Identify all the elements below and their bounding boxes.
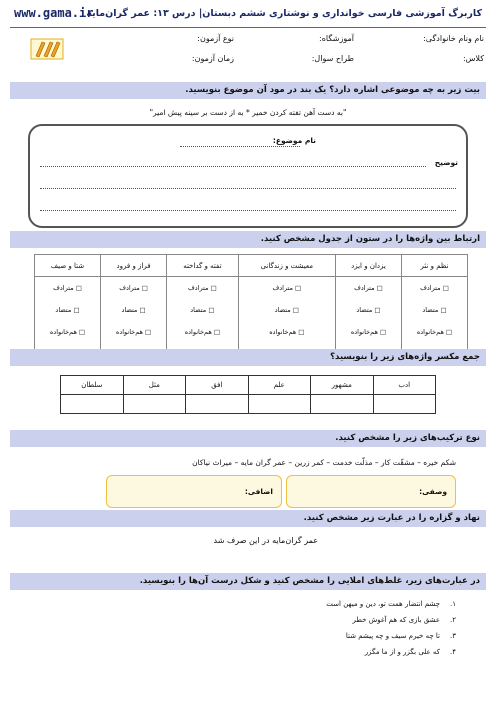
checkbox-option[interactable]: □ هم‌خانواده xyxy=(49,328,86,336)
checkbox-option[interactable]: □ متضاد xyxy=(274,306,299,314)
section-1-header xyxy=(10,82,486,99)
answer-cell[interactable] xyxy=(373,395,435,414)
exam-type-label: نوع آزمون: xyxy=(197,34,234,43)
section-1-title: بیت زیر به چه موضوعی اشاره دارد؟ یک بند در مود آن موضوع بنویسید. xyxy=(185,85,480,95)
word-cell: ادب xyxy=(373,376,435,395)
topic-label: نام موضوع: xyxy=(272,136,316,145)
page-title: کاربرگ آموزشی فارسی خوانداری و نوشتاری ششم دبستان| درس ۱۳: عمر گران‌مایه xyxy=(86,8,482,19)
sentence-text: عمر گران‌مایه در این صرف شد xyxy=(213,536,318,545)
relation-header: فراز و فرود xyxy=(101,255,167,277)
relation-header: یزدان و ایزد xyxy=(335,255,401,277)
checkbox-option[interactable]: □ هم‌خانواده xyxy=(350,328,387,336)
checkbox-option[interactable]: □ مترادف xyxy=(119,284,148,292)
word-cell: سلطان xyxy=(61,376,124,395)
checkbox-option[interactable]: □ هم‌خانواده xyxy=(416,328,453,336)
word-cell: علم xyxy=(248,376,310,395)
checkbox-option[interactable]: □ مترادف xyxy=(188,284,217,292)
list-item: ۲.عشق بازی که هم آغوش خطر xyxy=(352,616,456,624)
answer-cell[interactable] xyxy=(248,395,310,414)
checkbox-option[interactable]: □ متضاد xyxy=(190,306,215,314)
poem-quote: "به دست آهن تفته کردن خمیر * به از دست بر سینه پیش امیر" xyxy=(149,108,347,117)
section-5-header xyxy=(10,510,486,527)
wasfi-answer-box[interactable] xyxy=(286,475,456,508)
answer-cell[interactable] xyxy=(311,395,373,414)
section-3-header xyxy=(10,349,486,366)
answer-line[interactable] xyxy=(40,188,456,189)
checkbox-option[interactable]: □ مترادف xyxy=(354,284,383,292)
wasfi-label: وصفی: xyxy=(419,487,447,496)
relation-header: نظم و نثر xyxy=(401,255,467,277)
section-5-title: نهاد و گزاره را در عبارت زیر مشخص کنید. xyxy=(303,513,480,523)
section-6-header xyxy=(10,573,486,590)
ezafi-label: اضافی: xyxy=(244,487,273,496)
checkbox-option[interactable]: □ متضاد xyxy=(121,306,146,314)
name-label: نام ونام خانوادگی: xyxy=(423,34,484,43)
checkbox-option[interactable]: □ مترادف xyxy=(53,284,82,292)
list-item: ۱.چشم انتضار همت تو، دین و میهن است xyxy=(326,600,456,608)
answer-cell[interactable] xyxy=(186,395,248,414)
exam-time-label: زمان آزمون: xyxy=(191,54,234,63)
checkbox-option[interactable]: □ هم‌خانواده xyxy=(115,328,152,336)
section-4-header xyxy=(10,430,486,447)
answer-cell[interactable] xyxy=(61,395,124,414)
site-url: www.gama.ir xyxy=(14,6,94,20)
checkbox-option[interactable]: □ هم‌خانواده xyxy=(269,328,305,336)
pencils-logo xyxy=(30,38,64,60)
word-cell: مشهور xyxy=(311,376,373,395)
ezafi-answer-box[interactable] xyxy=(106,475,282,508)
relation-header: معیشت و زندگانی xyxy=(238,255,335,277)
relation-header: شتا و صیف xyxy=(35,255,101,277)
student-info xyxy=(80,34,484,74)
checkbox-option[interactable]: □ مترادف xyxy=(272,284,302,292)
section-3-title: جمع مکسر واژه‌های زیر را بنویسید؟ xyxy=(330,352,480,362)
essay-box[interactable] xyxy=(28,124,468,228)
checkbox-option[interactable]: □ متضاد xyxy=(422,306,447,314)
section-2-title: ارتباط بین واژه‌ها را در ستون از جدول مشخص کنید. xyxy=(260,234,480,244)
checkbox-option[interactable]: □ متضاد xyxy=(55,306,80,314)
designer-label: طراح سوال: xyxy=(311,54,354,63)
spelling-list xyxy=(326,600,456,664)
section-2-header xyxy=(10,231,486,248)
checkbox-option[interactable]: □ متضاد xyxy=(356,306,381,314)
section-6-title: در عبارت‌های زیر، غلط‌های املایی را مشخص کنید و شکل درست آن‌ها را بنویسید. xyxy=(139,576,480,586)
word-cell: مثل xyxy=(123,376,185,395)
class-label: کلاس: xyxy=(462,54,484,63)
compound-phrases: شکم خیره – مشقّت کار – مذلّت خدمت – کمر زرین – عمر گران مایه – میراث نیاکان xyxy=(192,458,456,467)
section-4-title: نوع ترکیب‌های زیر را مشخص کنید. xyxy=(335,433,480,443)
word-cell: افق xyxy=(186,376,248,395)
checkbox-option[interactable]: □ هم‌خانواده xyxy=(184,328,220,336)
topic-line[interactable] xyxy=(180,146,300,147)
checkbox-option[interactable]: □ مترادف xyxy=(420,284,449,292)
relation-header: تفته و گداخته xyxy=(167,255,239,277)
list-item: ۳.تا چه خیرم سیف و چه پیشم شتا xyxy=(345,632,456,640)
list-item: ۴.که علی بگزر و از ما مگزر xyxy=(364,648,456,656)
plural-table xyxy=(60,375,436,414)
answer-line[interactable] xyxy=(40,166,426,167)
header-divider xyxy=(10,27,486,28)
description-label: توضیح xyxy=(434,158,458,167)
school-label: آموزشگاه: xyxy=(319,34,354,43)
answer-line[interactable] xyxy=(40,210,456,211)
answer-cell[interactable] xyxy=(123,395,185,414)
